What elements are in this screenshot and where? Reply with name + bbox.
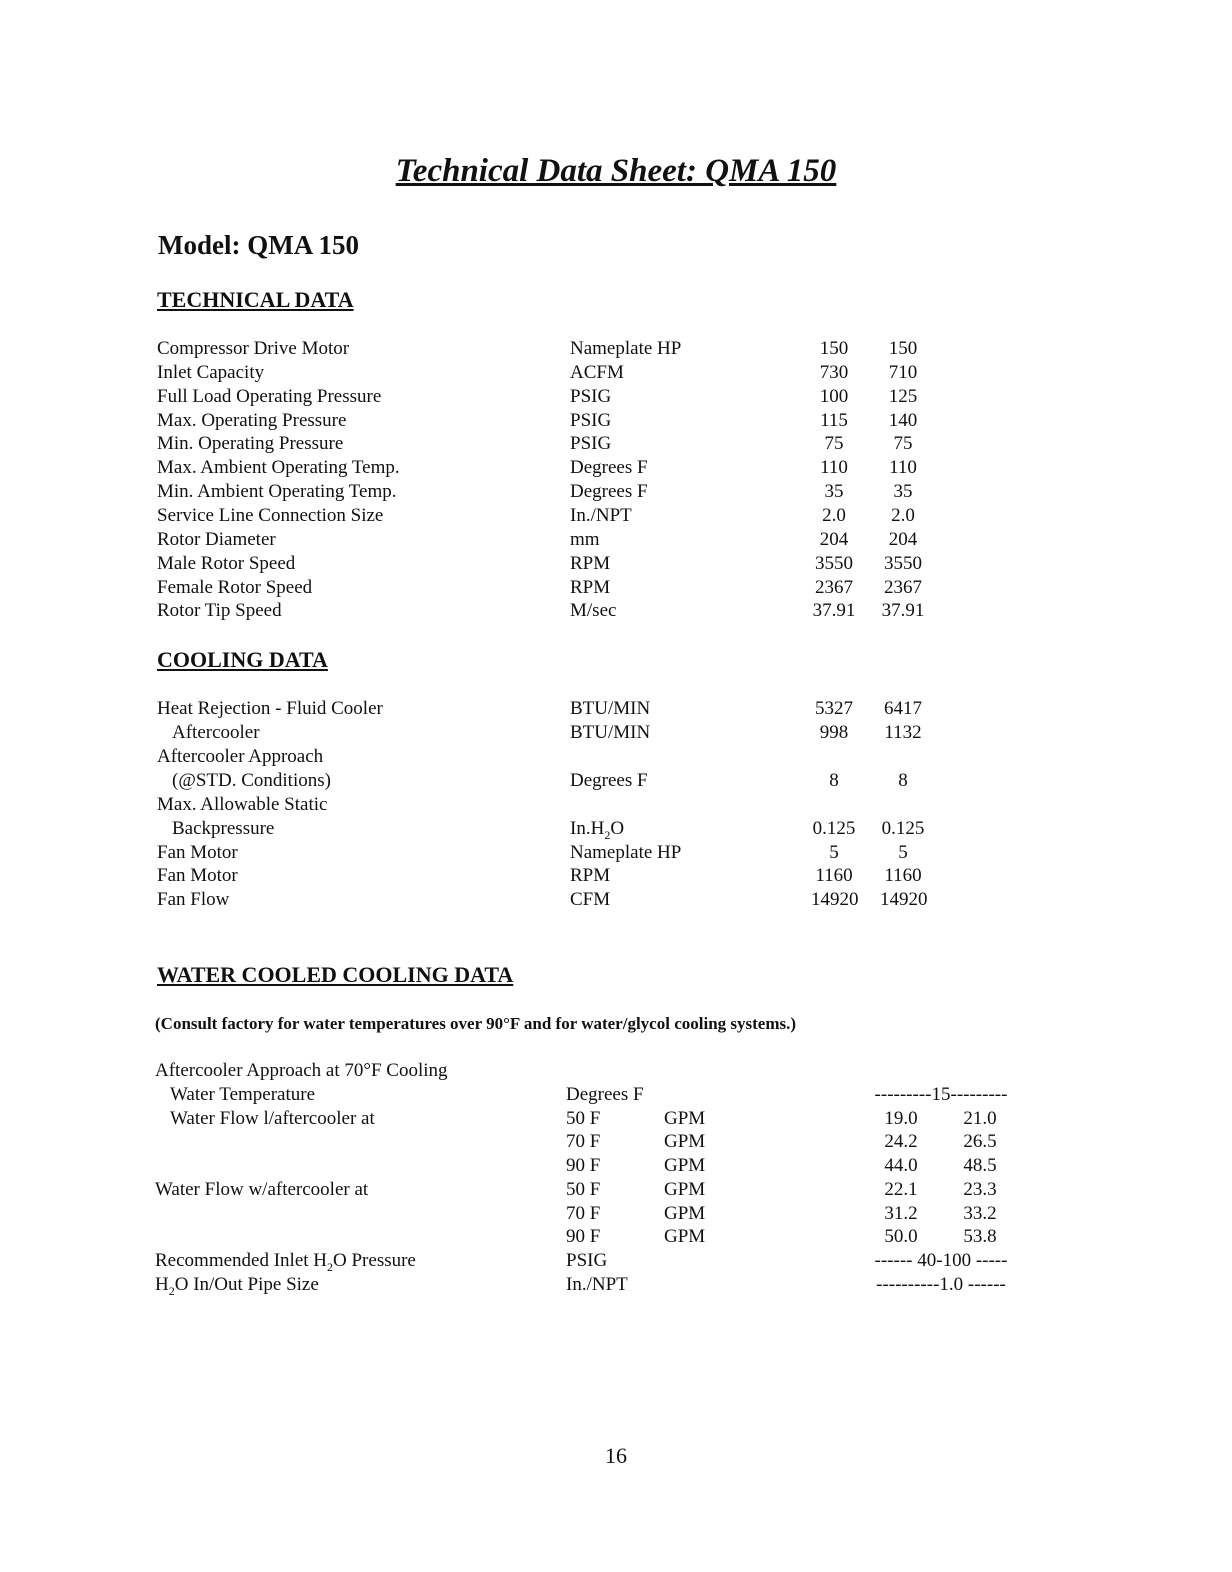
cooling-data-heading: COOLING DATA [157, 647, 328, 672]
row-unit: PSIG [570, 433, 612, 454]
row-value-2: 1160 [884, 865, 922, 886]
row-value-2: 6417 [884, 698, 922, 719]
row-value-1: 100 [819, 386, 849, 407]
row-unit: PSIG [570, 410, 612, 431]
row-label: Rotor Tip Speed [157, 600, 282, 621]
row-value-2: 2.0 [891, 505, 915, 526]
table-row [0, 504, 1232, 528]
row-label: Heat Rejection - Fluid Cooler [157, 698, 383, 719]
row-unit-secondary: GPM [664, 1155, 706, 1176]
row-unit: 50 F [566, 1108, 601, 1129]
row-value-2: 48.5 [963, 1155, 997, 1176]
row-value-2: 75 [893, 433, 913, 454]
row-value-1: 2.0 [822, 505, 846, 526]
row-unit: In./NPT [570, 505, 632, 526]
row-value-2: 150 [888, 338, 918, 359]
row-unit: Degrees F [570, 457, 648, 478]
row-label: Female Rotor Speed [157, 577, 313, 598]
row-unit: Degrees F [566, 1084, 644, 1105]
row-label: Fan Motor [157, 865, 238, 886]
row-unit: BTU/MIN [570, 698, 651, 719]
table-row [0, 1249, 1232, 1273]
row-label: Aftercooler Approach at 70°F Cooling [155, 1060, 448, 1081]
row-value-2: 14920 [880, 889, 928, 910]
table-row [0, 1130, 1232, 1154]
row-value-2: 710 [888, 362, 918, 383]
table-row [0, 721, 1232, 745]
table-row [0, 1107, 1232, 1131]
table-row [0, 480, 1232, 504]
row-label: Rotor Diameter [157, 529, 276, 550]
row-label: Max. Operating Pressure [157, 410, 347, 431]
table-row [0, 409, 1232, 433]
row-value-1: 150 [819, 338, 849, 359]
row-value-2: 110 [889, 457, 917, 478]
row-value-1: 0.125 [812, 818, 856, 839]
row-value-1: 3550 [815, 553, 853, 574]
row-value-2: 8 [898, 770, 908, 791]
table-row [0, 528, 1232, 552]
row-value-1: 730 [819, 362, 849, 383]
row-value-2: 140 [888, 410, 918, 431]
row-label: Fan Motor [157, 842, 238, 863]
row-value-2: 21.0 [963, 1108, 997, 1129]
row-value-1: 75 [824, 433, 844, 454]
table-row [0, 1273, 1232, 1297]
row-unit: Nameplate HP [570, 842, 682, 863]
row-value-1: 115 [820, 410, 848, 431]
row-unit: Nameplate HP [570, 338, 682, 359]
model-heading: Model: QMA 150 [158, 230, 359, 260]
row-value-2: 1132 [884, 722, 922, 743]
row-label: $H_2O$ In/Out Pipe Size [155, 1274, 319, 1298]
table-row [0, 1154, 1232, 1178]
row-value-1: 1160 [815, 865, 853, 886]
table-row [0, 432, 1232, 456]
row-label: Water Flow w/aftercooler at [155, 1179, 369, 1200]
row-unit: PSIG [570, 386, 612, 407]
row-value-1: 22.1 [884, 1179, 918, 1200]
row-value-2: 5 [898, 842, 908, 863]
table-row [0, 599, 1232, 623]
row-unit: 70 F [566, 1203, 601, 1224]
row-unit: Degrees F [570, 770, 648, 791]
row-value-2: 53.8 [963, 1226, 997, 1247]
row-unit: RPM [570, 553, 611, 574]
row-unit: $In.H_2O$ [570, 818, 625, 842]
table-row [0, 552, 1232, 576]
row-unit-secondary: GPM [664, 1131, 706, 1152]
row-value-2: 125 [888, 386, 918, 407]
row-value-1: 19.0 [884, 1108, 918, 1129]
row-value-1: 35 [824, 481, 844, 502]
row-unit: PSIG [566, 1250, 608, 1271]
page-number: 16 [605, 1443, 627, 1468]
page-title: Technical Data Sheet: QMA 150 [395, 153, 837, 189]
table-row [0, 337, 1232, 361]
row-value-range: ------ 40-100 ----- [874, 1250, 1008, 1271]
row-unit: RPM [570, 577, 611, 598]
row-unit: Degrees F [570, 481, 648, 502]
row-value-2: 33.2 [963, 1203, 997, 1224]
row-value-1: 24.2 [884, 1131, 918, 1152]
row-value-1: 37.91 [812, 600, 856, 621]
table-row [0, 793, 1232, 817]
row-unit-secondary: GPM [664, 1203, 706, 1224]
row-value-2: 204 [888, 529, 918, 550]
table-row [0, 817, 1232, 841]
row-value-1: 5327 [815, 698, 853, 719]
row-value-1: 44.0 [884, 1155, 918, 1176]
row-unit: mm [570, 529, 600, 550]
row-unit: 70 F [566, 1131, 601, 1152]
row-value-1: 204 [819, 529, 849, 550]
row-unit: In./NPT [566, 1274, 628, 1295]
technical-data-heading: TECHNICAL DATA [157, 287, 354, 312]
row-unit: 90 F [566, 1226, 601, 1247]
row-unit-secondary: GPM [664, 1179, 706, 1200]
row-unit-secondary: GPM [664, 1226, 706, 1247]
row-unit: RPM [570, 865, 611, 886]
table-row [0, 576, 1232, 600]
row-label: Recommended Inlet $H_2O$ Pressure [155, 1250, 416, 1274]
row-value-range: ----------1.0 ------ [876, 1274, 1006, 1295]
row-value-1: 8 [829, 770, 839, 791]
table-row [0, 769, 1232, 793]
row-label: Fan Flow [157, 889, 230, 910]
row-value-1: 2367 [815, 577, 853, 598]
row-label: Service Line Connection Size [157, 505, 384, 526]
row-label: Water Flow l/aftercooler at [170, 1108, 375, 1129]
table-row [0, 1225, 1232, 1249]
row-unit: BTU/MIN [570, 722, 651, 743]
table-row [0, 1059, 1232, 1083]
water-cooled-note: (Consult factory for water temperatures over 90°F and for water/glycol cooling systems.) [155, 1014, 797, 1033]
table-row [0, 385, 1232, 409]
row-unit: 90 F [566, 1155, 601, 1176]
row-value-1: 31.2 [884, 1203, 918, 1224]
row-label: Male Rotor Speed [157, 553, 296, 574]
table-row [0, 1202, 1232, 1226]
row-value-2: 37.91 [881, 600, 925, 621]
table-row [0, 864, 1232, 888]
table-row [0, 1083, 1232, 1107]
row-label: (@STD. Conditions) [172, 770, 331, 791]
row-value-2: 0.125 [881, 818, 925, 839]
row-label: Full Load Operating Pressure [157, 386, 382, 407]
row-unit: M/sec [570, 600, 617, 621]
row-label: Min. Operating Pressure [157, 433, 344, 454]
table-row [0, 745, 1232, 769]
row-value-1: 5 [829, 842, 839, 863]
row-value-2: 26.5 [963, 1131, 997, 1152]
row-value-2: 3550 [884, 553, 922, 574]
row-label: Aftercooler Approach [157, 746, 324, 767]
table-row [0, 1178, 1232, 1202]
table-row [0, 361, 1232, 385]
row-unit: ACFM [570, 362, 624, 383]
table-row [0, 697, 1232, 721]
table-row [0, 841, 1232, 865]
row-label: Max. Ambient Operating Temp. [157, 457, 400, 478]
row-value-2: 2367 [884, 577, 922, 598]
table-row [0, 456, 1232, 480]
row-value-2: 23.3 [963, 1179, 997, 1200]
row-value-1: 110 [820, 457, 848, 478]
row-value-2: 35 [893, 481, 913, 502]
row-unit: 50 F [566, 1179, 601, 1200]
row-value-range: ---------15--------- [874, 1084, 1008, 1105]
table-row [0, 888, 1232, 912]
row-label: Backpressure [172, 818, 275, 839]
row-value-1: 50.0 [884, 1226, 918, 1247]
row-label: Max. Allowable Static [157, 794, 328, 815]
water-cooled-heading: WATER COOLED COOLING DATA [157, 962, 514, 987]
row-label: Aftercooler [172, 722, 260, 743]
row-label: Min. Ambient Operating Temp. [157, 481, 397, 502]
row-label: Compressor Drive Motor [157, 338, 350, 359]
row-unit: CFM [570, 889, 611, 910]
row-value-1: 14920 [811, 889, 859, 910]
row-label: Water Temperature [170, 1084, 316, 1105]
row-label: Inlet Capacity [157, 362, 265, 383]
row-value-1: 998 [819, 722, 849, 743]
row-unit-secondary: GPM [664, 1108, 706, 1129]
